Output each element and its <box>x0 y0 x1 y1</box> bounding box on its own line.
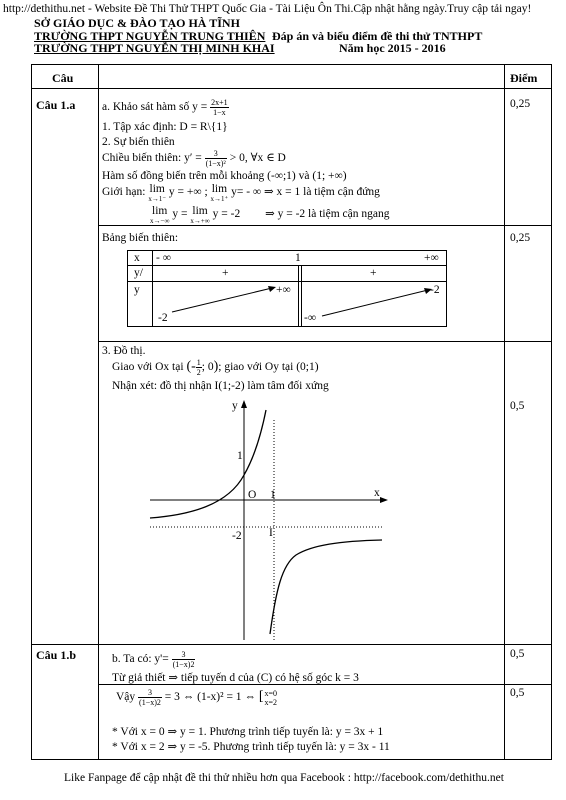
website-banner[interactable]: http://dethithu.net - Website Đề Thi Thử THPT Quốc Gia - Tài Liệu Ôn Thi.Cập nhật hằng ngày.Truy cập tải ngay! <box>3 3 532 15</box>
graph-y-tick-one: 1 <box>237 450 243 462</box>
footer-facebook-link[interactable]: Like Fanpage để cập nhật đề thi thử nhiều hơn qua Facebook : http://facebook.com/dethithu.net <box>64 772 504 784</box>
graph-y-axis-label: y <box>232 400 238 412</box>
q1b-score-1: 0,5 <box>510 648 525 660</box>
q1a-intersections: Giao với Ox tại (- $\frac{1}{2}$ ; 0); giao với Oy tại (0;1) <box>112 358 319 377</box>
bbt-yprime-label: y/ <box>134 267 143 279</box>
q1a-symmetry-note: Nhận xét: đồ thị nhận I(1;-2) làm tâm đối xứng <box>112 380 329 392</box>
q1b-tangent-1: * Với x = 0 ⇒ y = 1. Phương trình tiếp tuyến là: y = 3x + 1 <box>112 726 384 738</box>
q1a-variation-heading: 2. Sự biến thiên <box>102 136 175 148</box>
school-name-2: TRƯỜNG THPT NGUYỄN THỊ MINH KHAI <box>34 41 275 55</box>
school-year: Năm học 2015 - 2016 <box>339 41 446 55</box>
bbt-y-top-right: -2 <box>430 284 440 296</box>
bbt-sign-1: + <box>222 267 229 279</box>
q1b-slope-condition: Từ giả thiết ⇒ tiếp tuyến d của (C) có hệ số góc k = 3 <box>112 672 359 684</box>
bbt-x-plus-inf: +∞ <box>424 252 439 264</box>
graph-x-axis-label: x <box>374 487 380 499</box>
q1a-limits-horizontal: lim x→−∞ y = lim x→+∞ y = -2 ⇒ y = -2 là tiệm cận ngang <box>150 205 390 225</box>
bbt-y-bottom-left: -2 <box>158 312 168 324</box>
bbt-sign-2: + <box>370 267 377 279</box>
bbt-y-label: y <box>134 284 140 296</box>
q1a-domain: 1. Tập xác định: D = R\{1} <box>102 121 228 133</box>
column-header-cau: Câu <box>52 71 74 85</box>
school-name-1: TRƯỜNG THPT NGUYỄN TRUNG THIÊN <box>34 29 266 43</box>
bbt-x-one: 1 <box>295 252 301 264</box>
graph-x-tick-one: 1 <box>270 489 276 501</box>
q1b-equation: Vậy $\frac{3}{(1-x)2}$ = 3 ⇔ (1-x)² = 1 ⇔ [ x=0 x=2 <box>116 688 277 707</box>
document-title: Đáp án và biểu điểm đề thi thử TNTHPT <box>272 29 483 43</box>
q1a-line-1: a. Khảo sát hàm số y = $\frac{2x+1}{1-x}$ <box>102 98 228 117</box>
question-label-1b: Câu 1.b <box>36 648 77 662</box>
q1a-score-3: 0,5 <box>510 400 525 412</box>
graph-center-label: I <box>269 527 273 539</box>
bbt-x-label: x <box>134 252 140 264</box>
bbt-y-top-left: +∞ <box>276 284 291 296</box>
q1a-score-2: 0,25 <box>510 232 531 244</box>
q1a-graph-heading: 3. Đồ thị. <box>102 345 146 357</box>
q1a-derivative: Chiều biến thiên: y′ = $\frac{3}{\text{(1−x)²}}$ > 0, ∀x ∈ D <box>102 149 286 168</box>
department-name: SỞ GIÁO DỤC & ĐÀO TẠO HÀ TĨNH <box>34 16 240 30</box>
column-header-diem: Điểm <box>510 71 538 85</box>
q1b-derivative: b. Ta có: y'= $\frac{3}{(1-x)2}$ <box>112 650 195 669</box>
question-label-1a: Câu 1.a <box>36 98 76 112</box>
q1b-tangent-2: * Với x = 2 ⇒ y = -5. Phương trình tiếp tuyến là: y = 3x - 11 <box>112 741 390 753</box>
bbt-y-bottom-right: -∞ <box>304 312 317 324</box>
q1a-monotonic: Hàm số đồng biến trên mỗi khoảng (-∞;1) và (1; +∞) <box>102 170 347 182</box>
q1b-score-2: 0,5 <box>510 687 525 699</box>
q1a-bbt-label: Bảng biến thiên: <box>102 232 179 244</box>
q1a-limits-vertical: Giới hạn: lim x→1⁻ y = +∞ ; lim x→1⁺ y= - ∞ ⇒ x = 1 là tiệm cận đứng <box>102 183 380 203</box>
q1a-score-1: 0,25 <box>510 98 531 110</box>
graph-origin-label: O <box>248 489 257 501</box>
graph-y-tick-minus-two: -2 <box>232 530 242 542</box>
bbt-x-minus-inf: - ∞ <box>156 252 171 264</box>
